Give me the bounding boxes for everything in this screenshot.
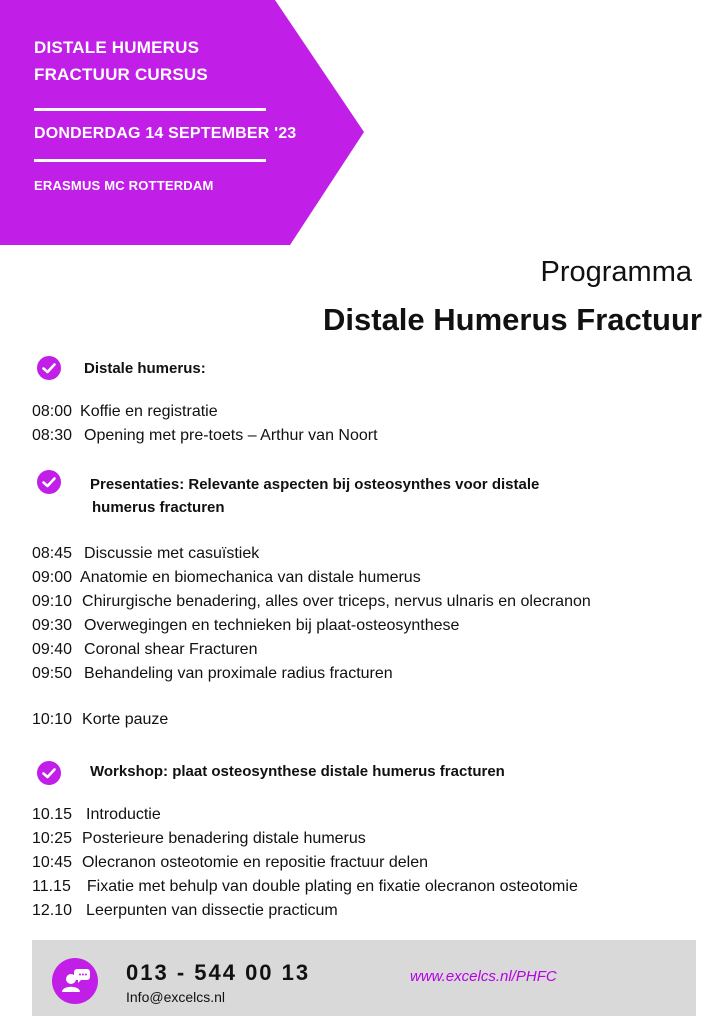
schedule-item	[32, 545, 259, 563]
schedule-text: Chirurgische benadering, alles over triceps, nervus ulnaris en olecranon	[82, 593, 591, 610]
schedule-time: 10:45	[32, 854, 73, 871]
header-banner	[0, 0, 364, 245]
schedule-item	[32, 854, 428, 872]
schedule-text: Overwegingen en technieken bij plaat-osteosynthese	[84, 617, 460, 634]
check-circle-icon	[37, 470, 61, 494]
schedule-text: Discussie met casuïstiek	[84, 545, 260, 562]
schedule-time: 11.15	[32, 878, 71, 895]
schedule-item	[32, 806, 161, 824]
banner-date: DONDERDAG 14 SEPTEMBER '23	[34, 125, 297, 142]
schedule-text: Behandeling van proximale radius fracturen	[84, 665, 393, 682]
schedule-item	[32, 617, 459, 635]
section-title-line1: Presentaties: Relevante aspecten bij osteosynthes voor distale	[90, 476, 540, 493]
banner-divider	[34, 108, 266, 111]
schedule-item	[32, 569, 421, 587]
page-title: Distale Humerus Fractuur	[323, 302, 702, 337]
schedule-item	[32, 427, 378, 445]
schedule-item	[32, 711, 168, 729]
schedule-text: Posterieure benadering distale humerus	[82, 830, 366, 847]
schedule-time: 08:45	[32, 545, 73, 562]
phone-number: 013 - 544 00 13	[126, 960, 311, 985]
banner-title-line2: FRACTUUR CURSUS	[34, 65, 208, 84]
programma-heading: Programma	[540, 256, 692, 288]
schedule-text: Fixatie met behulp van double plating en fixatie olecranon osteotomie	[86, 878, 578, 895]
schedule-time: 10:25	[32, 830, 73, 847]
schedule-time: 09:30	[32, 617, 73, 634]
schedule-time: 12.10	[32, 902, 73, 919]
schedule-text: Anatomie en biomechanica van distale humerus	[80, 569, 421, 586]
schedule-time: 09:40	[32, 641, 73, 658]
schedule-item	[32, 830, 366, 848]
section-title-line2: humerus fracturen	[92, 499, 225, 516]
banner-title-line1: DISTALE HUMERUS	[34, 38, 200, 57]
check-circle-icon	[37, 761, 61, 785]
schedule-time: 09:50	[32, 665, 73, 682]
check-circle-icon	[37, 356, 61, 380]
schedule-item	[32, 902, 338, 920]
schedule-text: Coronal shear Fracturen	[84, 641, 258, 658]
banner-location: ERASMUS MC ROTTERDAM	[34, 178, 214, 193]
banner-divider	[34, 159, 266, 162]
schedule-item	[32, 641, 257, 659]
website-link[interactable]: www.excelcs.nl/PHFC	[410, 968, 557, 985]
schedule-text: Introductie	[86, 806, 161, 823]
schedule-text: Koffie en registratie	[80, 403, 218, 420]
schedule-item	[32, 665, 393, 683]
schedule-text: Olecranon osteotomie en repositie fractuur delen	[82, 854, 429, 871]
schedule-item	[32, 878, 578, 896]
schedule-time: 09:00	[32, 569, 73, 586]
section-title	[90, 473, 539, 519]
schedule-text: Opening met pre-toets – Arthur van Noort	[84, 427, 378, 444]
section-title: Workshop: plaat osteosynthese distale humerus fracturen	[90, 763, 505, 780]
schedule-time: 09:10	[32, 593, 73, 610]
schedule-item	[32, 403, 218, 421]
contact-chat-icon	[52, 958, 98, 1004]
section-title: Distale humerus:	[84, 360, 206, 377]
schedule-time: 08:00	[32, 403, 73, 420]
schedule-text: Leerpunten van dissectie practicum	[86, 902, 338, 919]
schedule-text: Korte pauze	[82, 711, 169, 728]
schedule-time: 10:10	[32, 711, 73, 728]
email-link[interactable]: Info@excelcs.nl	[126, 989, 226, 1005]
schedule-time: 10.15	[32, 806, 73, 823]
schedule-item	[32, 593, 591, 611]
schedule-time: 08:30	[32, 427, 73, 444]
